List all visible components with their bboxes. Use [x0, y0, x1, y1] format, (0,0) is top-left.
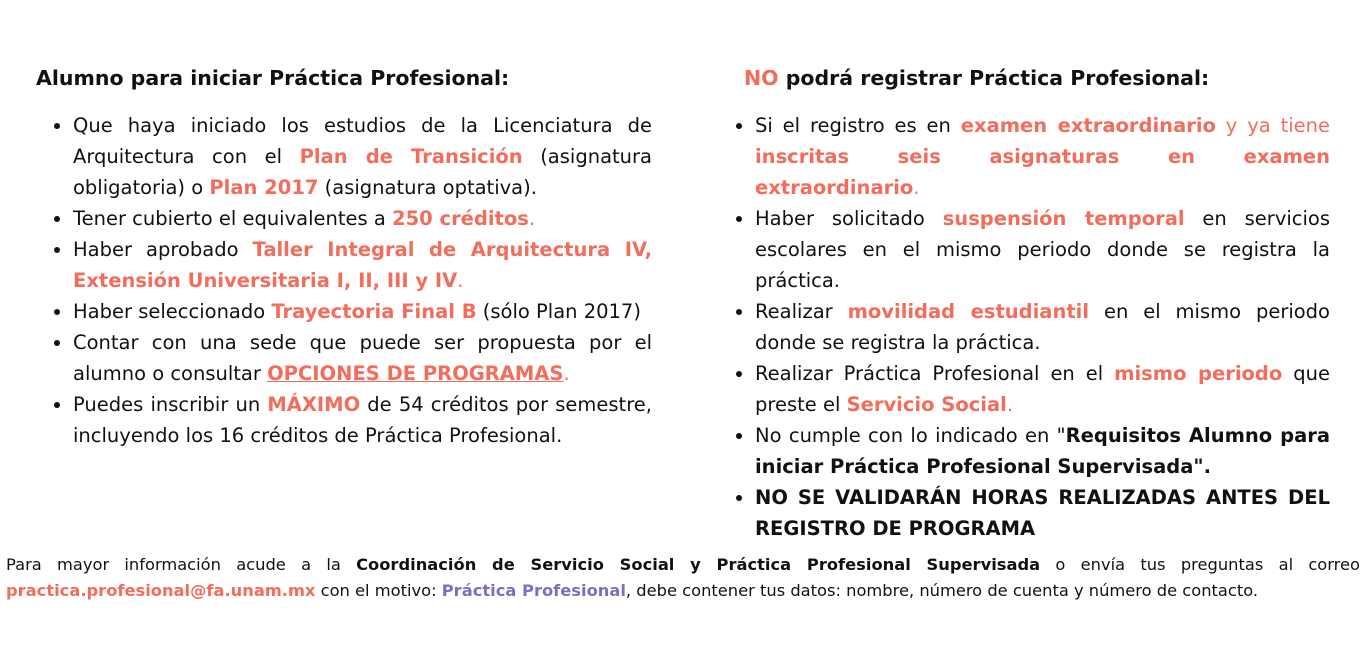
email-link[interactable]: practica.profesional@fa.unam.mx: [6, 581, 316, 600]
plan-transicion-highlight: Plan de Transición: [299, 145, 523, 168]
list-item: • Que haya iniciado los estudios de la Licenciatura de Arquitectura con el Plan de Transición (asignatura obligatoria) o Plan 2017 (asignatura optativa).: [73, 110, 652, 203]
examen-extraordinario-highlight: examen extraordinario: [960, 114, 1216, 137]
right-restrictions-list: [718, 110, 1330, 544]
right-column: [718, 62, 1330, 544]
plan-2017-highlight: Plan 2017: [209, 176, 319, 199]
trayectoria-highlight: Trayectoria Final B: [271, 300, 477, 323]
list-item: • Tener cubierto el equivalentes a 250 créditos.: [73, 203, 652, 234]
seis-asignaturas-highlight: inscritas seis asignaturas en examen extraordinario: [755, 145, 1330, 199]
requisitos-reference: Requisitos Alumno para iniciar Práctica Profesional Supervisada".: [755, 424, 1331, 478]
email-subject: Práctica Profesional: [441, 581, 626, 600]
list-item: • Haber solicitado suspensión temporal en servicios escolares en el mismo periodo donde se registra la práctica.: [755, 203, 1330, 296]
creditos-highlight: 250 créditos: [392, 207, 529, 230]
right-heading: NO podrá registrar Práctica Profesional:: [744, 66, 1210, 90]
movilidad-highlight: movilidad estudiantil: [847, 300, 1090, 323]
list-item: • Contar con una sede que puede ser propuesta por el alumno o consultar OPCIONES DE PROGRAMAS.: [73, 327, 652, 389]
list-item: [755, 482, 1330, 544]
list-item: • No cumple con lo indicado en "Requisitos Alumno para iniciar Práctica Profesional Supervisada".: [755, 420, 1330, 482]
list-item: • Puedes inscribir un MÁXIMO de 54 créditos por semestre, incluyendo los 16 créditos de Práctica Profesional.: [73, 389, 652, 451]
left-requirements-list: [36, 110, 652, 451]
left-column: [36, 62, 652, 451]
no-validaran-warning: NO SE VALIDARÁN HORAS REALIZADAS ANTES DEL REGISTRO DE PROGRAMA: [755, 486, 1330, 540]
list-item: • Si el registro es en examen extraordinario y ya tiene inscritas seis asignaturas en examen extraordinario.: [755, 110, 1330, 203]
taller-highlight: Taller Integral de Arquitectura IV, Extensión Universitaria I, II, III y IV: [73, 238, 652, 292]
maximo-highlight: MÁXIMO: [267, 393, 361, 416]
suspension-highlight: suspensión temporal: [942, 207, 1185, 230]
mismo-periodo-highlight: mismo periodo: [1114, 362, 1283, 385]
coordinacion-name: Coordinación de Servicio Social y Práctica Profesional Supervisada: [356, 555, 1041, 574]
servicio-social-highlight: Servicio Social: [846, 393, 1007, 416]
list-item: • Realizar movilidad estudiantil en el mismo periodo donde se registra la práctica.: [755, 296, 1330, 358]
footer-contact-info: Para mayor información acude a la Coordinación de Servicio Social y Práctica Profesional Supervisada o envía tus preguntas al correo practica.profesional@fa.unam.mx con el motivo: Práctica Profesional, debe contener tus datos: nombre, número de cuenta y número de contacto.: [6, 555, 1360, 600]
list-item: • Haber seleccionado Trayectoria Final B (sólo Plan 2017): [73, 296, 652, 327]
opciones-programas-link[interactable]: OPCIONES DE PROGRAMAS: [267, 362, 564, 385]
list-item: • Realizar Práctica Profesional en el mismo periodo que preste el Servicio Social.: [755, 358, 1330, 420]
left-heading: Alumno para iniciar Práctica Profesional:: [36, 66, 510, 90]
list-item: • Haber aprobado Taller Integral de Arquitectura IV, Extensión Universitaria I, II, III y IV.: [73, 234, 652, 296]
